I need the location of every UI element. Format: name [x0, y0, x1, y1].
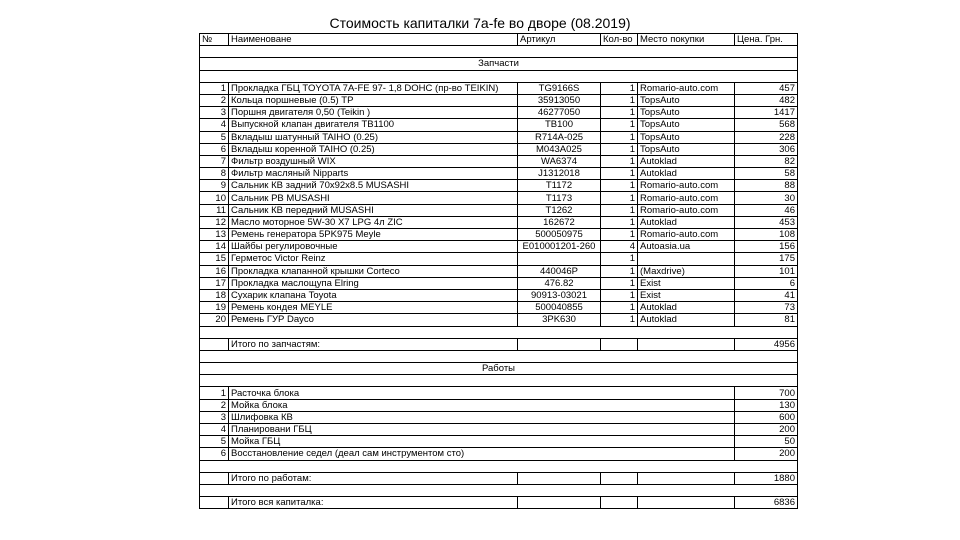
empty-row	[200, 350, 798, 362]
item-name: Фильтр воздушный WIX	[229, 155, 518, 167]
item-price: 81	[735, 314, 798, 326]
item-name: Сальник КВ задний 70х92х8.5 MUSASHI	[229, 180, 518, 192]
item-article: R714A-025	[518, 131, 601, 143]
table-row	[200, 180, 798, 192]
empty-cell	[200, 460, 798, 472]
item-qty: 1	[601, 180, 638, 192]
header-qty: Кол-во	[601, 34, 638, 46]
item-article: 500040855	[518, 302, 601, 314]
empty-row	[200, 46, 798, 58]
item-name: Ремень ГУР Dayco	[229, 314, 518, 326]
table-row	[200, 399, 798, 411]
work-name: Мойка блока	[229, 399, 735, 411]
item-qty: 1	[601, 94, 638, 106]
item-num: 13	[200, 229, 229, 241]
item-num: 8	[200, 168, 229, 180]
empty-row	[200, 326, 798, 338]
table-row	[200, 314, 798, 326]
item-price: 175	[735, 253, 798, 265]
empty-cell	[638, 497, 735, 509]
table-row	[200, 82, 798, 94]
work-name: Мойка ГБЦ	[229, 436, 735, 448]
item-article: 3PK630	[518, 314, 601, 326]
table-row	[200, 411, 798, 423]
item-num: 2	[200, 94, 229, 106]
item-price: 156	[735, 241, 798, 253]
item-price: 453	[735, 216, 798, 228]
item-qty: 1	[601, 253, 638, 265]
empty-row	[200, 375, 798, 387]
item-place: Exist	[638, 289, 735, 301]
item-num: 3	[200, 107, 229, 119]
item-article	[518, 253, 601, 265]
section-title: Запчасти	[200, 58, 798, 70]
item-price: 1417	[735, 107, 798, 119]
item-name: Вкладыш коренной TAIHO (0.25)	[229, 143, 518, 155]
table-row	[200, 155, 798, 167]
item-place: Autoklad	[638, 155, 735, 167]
item-num: 10	[200, 192, 229, 204]
item-qty: 1	[601, 107, 638, 119]
item-name: Сальник КВ передний MUSASHI	[229, 204, 518, 216]
empty-cell	[200, 70, 798, 82]
empty-row	[200, 70, 798, 82]
item-article: TB100	[518, 119, 601, 131]
work-name: Планировани ГБЦ	[229, 424, 735, 436]
table-row	[200, 143, 798, 155]
item-qty: 1	[601, 229, 638, 241]
table-row	[200, 131, 798, 143]
table-row	[200, 387, 798, 399]
item-price: 6	[735, 277, 798, 289]
table-body	[200, 34, 798, 509]
header-row	[200, 34, 798, 46]
work-num: 5	[200, 436, 229, 448]
item-qty: 1	[601, 119, 638, 131]
item-name: Герметос Victor Reinz	[229, 253, 518, 265]
item-num: 15	[200, 253, 229, 265]
item-price: 82	[735, 155, 798, 167]
section-works	[200, 363, 798, 375]
table-row	[200, 277, 798, 289]
empty-cell	[518, 472, 601, 484]
item-num: 5	[200, 131, 229, 143]
item-place: TopsAuto	[638, 94, 735, 106]
table-row	[200, 436, 798, 448]
item-name: Шайбы регулировочные	[229, 241, 518, 253]
empty-cell	[200, 484, 798, 496]
item-place: Romario-auto.com	[638, 204, 735, 216]
table-row	[200, 241, 798, 253]
item-num: 7	[200, 155, 229, 167]
item-article: E010001201-260	[518, 241, 601, 253]
item-qty: 1	[601, 143, 638, 155]
table-row	[200, 168, 798, 180]
works-total-row	[200, 472, 798, 484]
section-parts	[200, 58, 798, 70]
item-num: 6	[200, 143, 229, 155]
item-place	[638, 253, 735, 265]
item-name: Ремень генератора 5PK975 Meyle	[229, 229, 518, 241]
item-article: 90913-03021	[518, 289, 601, 301]
table-row	[200, 216, 798, 228]
item-price: 30	[735, 192, 798, 204]
item-name: Ремень кондея MEYLE	[229, 302, 518, 314]
work-price: 50	[735, 436, 798, 448]
empty-cell	[200, 350, 798, 362]
work-num: 2	[200, 399, 229, 411]
item-name: Вкладыш шатунный TAIHO (0.25)	[229, 131, 518, 143]
header-name: Наименоване	[229, 34, 518, 46]
item-place: TopsAuto	[638, 107, 735, 119]
table-row	[200, 94, 798, 106]
item-num: 18	[200, 289, 229, 301]
item-article: M043A025	[518, 143, 601, 155]
item-num: 4	[200, 119, 229, 131]
item-price: 41	[735, 289, 798, 301]
item-qty: 1	[601, 289, 638, 301]
item-num: 11	[200, 204, 229, 216]
item-qty: 1	[601, 131, 638, 143]
item-num: 20	[200, 314, 229, 326]
item-name: Масло моторное 5W-30 X7 LPG 4л ZIC	[229, 216, 518, 228]
table-row	[200, 265, 798, 277]
work-num: 4	[200, 424, 229, 436]
table-row	[200, 302, 798, 314]
item-article: 500050975	[518, 229, 601, 241]
work-price: 200	[735, 424, 798, 436]
item-article: 476.82	[518, 277, 601, 289]
item-name: Фильтр масляный Nipparts	[229, 168, 518, 180]
item-place: Autoklad	[638, 168, 735, 180]
empty-row	[200, 460, 798, 472]
empty-cell	[200, 375, 798, 387]
item-name: Прокладка ГБЦ TOYOTA 7A-FE 97- 1,8 DOHC (пр-во TEIKIN)	[229, 82, 518, 94]
total-value: 1880	[735, 472, 798, 484]
item-place: Romario-auto.com	[638, 229, 735, 241]
item-name: Выпускной клапан двигателя TB1100	[229, 119, 518, 131]
total-label: Итого по работам:	[229, 472, 518, 484]
work-num: 3	[200, 411, 229, 423]
item-price: 58	[735, 168, 798, 180]
item-article: T1172	[518, 180, 601, 192]
empty-cell	[200, 497, 229, 509]
item-qty: 1	[601, 314, 638, 326]
header-price: Цена. Грн.	[735, 34, 798, 46]
item-place: Romario-auto.com	[638, 180, 735, 192]
header-place: Место покупки	[638, 34, 735, 46]
item-place: Autoklad	[638, 216, 735, 228]
item-qty: 1	[601, 204, 638, 216]
item-article: 35913050	[518, 94, 601, 106]
empty-cell	[601, 497, 638, 509]
item-price: 88	[735, 180, 798, 192]
grand-total-row	[200, 497, 798, 509]
item-place: TopsAuto	[638, 131, 735, 143]
item-price: 228	[735, 131, 798, 143]
total-value: 6836	[735, 497, 798, 509]
item-place: Exist	[638, 277, 735, 289]
item-qty: 1	[601, 302, 638, 314]
table-row	[200, 289, 798, 301]
table-row	[200, 119, 798, 131]
header-num: №	[200, 34, 229, 46]
empty-row	[200, 484, 798, 496]
item-num: 19	[200, 302, 229, 314]
item-num: 9	[200, 180, 229, 192]
item-place: Romario-auto.com	[638, 192, 735, 204]
table-row	[200, 204, 798, 216]
empty-cell	[638, 338, 735, 350]
item-num: 16	[200, 265, 229, 277]
table-row	[200, 192, 798, 204]
item-article: TG9166S	[518, 82, 601, 94]
item-price: 101	[735, 265, 798, 277]
item-price: 108	[735, 229, 798, 241]
work-price: 700	[735, 387, 798, 399]
empty-cell	[638, 472, 735, 484]
work-num: 6	[200, 448, 229, 460]
item-name: Кольца поршневые (0.5) TP	[229, 94, 518, 106]
empty-cell	[601, 472, 638, 484]
item-price: 306	[735, 143, 798, 155]
total-label: Итого по запчастям:	[229, 338, 518, 350]
item-num: 12	[200, 216, 229, 228]
item-num: 1	[200, 82, 229, 94]
empty-cell	[200, 326, 798, 338]
item-name: Прокладка клапанной крышки Corteco	[229, 265, 518, 277]
table-row	[200, 229, 798, 241]
item-article: 162672	[518, 216, 601, 228]
empty-cell	[518, 338, 601, 350]
item-qty: 4	[601, 241, 638, 253]
item-qty: 1	[601, 155, 638, 167]
table-row	[200, 424, 798, 436]
work-num: 1	[200, 387, 229, 399]
item-qty: 1	[601, 265, 638, 277]
total-label: Итого вся капиталка:	[229, 497, 518, 509]
item-article: T1173	[518, 192, 601, 204]
item-place: TopsAuto	[638, 143, 735, 155]
item-price: 568	[735, 119, 798, 131]
item-place: Romario-auto.com	[638, 82, 735, 94]
item-num: 14	[200, 241, 229, 253]
work-name: Восстановление седел (деал сам инструментом сто)	[229, 448, 735, 460]
item-place: (Maxdrive)	[638, 265, 735, 277]
empty-cell	[200, 46, 798, 58]
item-qty: 1	[601, 277, 638, 289]
item-qty: 1	[601, 192, 638, 204]
empty-cell	[518, 497, 601, 509]
item-num: 17	[200, 277, 229, 289]
item-article: T1262	[518, 204, 601, 216]
item-name: Прокладка маслощупа Elring	[229, 277, 518, 289]
header-article: Артикул	[518, 34, 601, 46]
item-article: 440046P	[518, 265, 601, 277]
item-article: 46277050	[518, 107, 601, 119]
work-price: 200	[735, 448, 798, 460]
section-title: Работы	[200, 363, 798, 375]
item-place: TopsAuto	[638, 119, 735, 131]
total-value: 4956	[735, 338, 798, 350]
item-name: Сухарик клапана Toyota	[229, 289, 518, 301]
document-title: Стоимость капиталки 7a-fe во дворе (08.2019)	[329, 15, 631, 31]
item-qty: 1	[601, 82, 638, 94]
cost-table	[199, 33, 798, 509]
item-place: Autoklad	[638, 302, 735, 314]
item-price: 457	[735, 82, 798, 94]
item-place: Autoklad	[638, 314, 735, 326]
work-price: 130	[735, 399, 798, 411]
item-place: Autoasia.ua	[638, 241, 735, 253]
item-qty: 1	[601, 168, 638, 180]
item-price: 482	[735, 94, 798, 106]
parts-total-row	[200, 338, 798, 350]
item-price: 46	[735, 204, 798, 216]
item-price: 73	[735, 302, 798, 314]
table-row	[200, 107, 798, 119]
empty-cell	[601, 338, 638, 350]
item-qty: 1	[601, 216, 638, 228]
work-name: Расточка блока	[229, 387, 735, 399]
table-row	[200, 448, 798, 460]
item-article: WA6374	[518, 155, 601, 167]
work-price: 600	[735, 411, 798, 423]
item-article: J1312018	[518, 168, 601, 180]
table-row	[200, 253, 798, 265]
item-name: Поршня двигателя 0,50 (Teikin )	[229, 107, 518, 119]
item-name: Сальник РВ MUSASHI	[229, 192, 518, 204]
empty-cell	[200, 472, 229, 484]
empty-cell	[200, 338, 229, 350]
work-name: Шлифовка КВ	[229, 411, 735, 423]
